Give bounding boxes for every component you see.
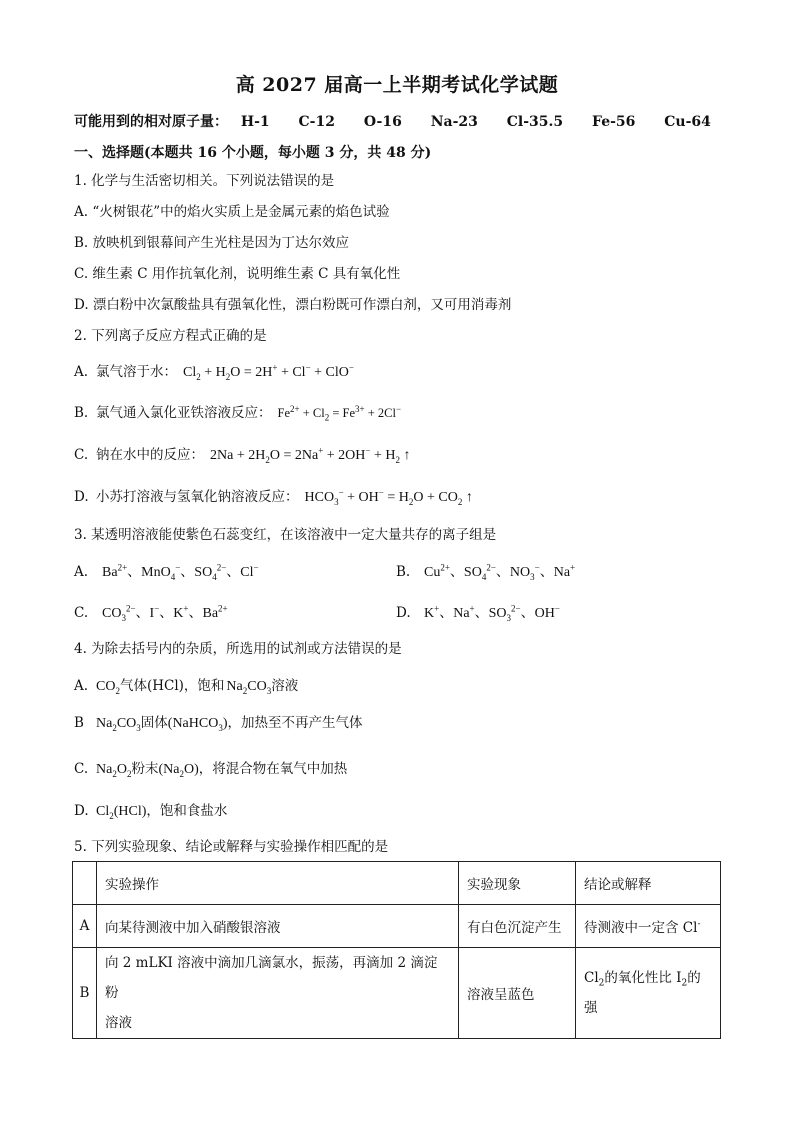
atomic-masses-lead: 可能用到的相对原子量：	[74, 114, 228, 130]
q5-stem: 5. 下列实验现象、结论或解释与实验操作相匹配的是	[74, 839, 389, 855]
atom-h: H-1	[240, 114, 270, 130]
table-row	[73, 905, 721, 948]
page-title: 高 2027 届高一上半期考试化学试题	[235, 74, 559, 96]
q2-b-equation: $Fe^{2+} + Cl_2 = Fe^{3+} + 2Cl^-$	[277, 403, 402, 423]
atom-cl: Cl-35.5	[506, 114, 564, 130]
table-header-cell	[73, 862, 97, 905]
q3-c-ions: $CO_3^{2-}$、I−、K+、$Ba^{2+}$	[102, 603, 228, 623]
table-cell: 有白色沉淀产生	[459, 905, 576, 948]
q4-option-b: B $Na_2CO_3$固体(NaHCO$_3$)，加热至不再产生气体	[74, 715, 363, 733]
atom-c: C-12	[298, 114, 335, 130]
q1-stem: 1. 化学与生活密切相关。下列说法错误的是	[74, 173, 335, 189]
q3-option-c: C. $CO_3^{2-}$、I−、K+、$Ba^{2+}$	[74, 603, 228, 623]
q1-option-a: A. “火树银花”中的焰火实质上是金属元素的焰色试验	[74, 204, 390, 220]
q1-option-c: C. 维生素 C 用作抗氧化剂，说明维生素 C 具有氧化性	[74, 266, 401, 282]
q4-stem: 4. 为除去括号内的杂质，所选用的试剂或方法错误的是	[74, 641, 402, 657]
atom-cu: Cu-64	[664, 114, 711, 130]
q3-d-ions: K+、Na+、$SO_3^{2-}$、OH−	[424, 603, 560, 623]
table-cell: A	[73, 905, 97, 948]
q3-option-d: D. K+、Na+、$SO_3^{2-}$、OH−	[396, 603, 560, 623]
table-cell: 向 2 mLKI 溶液中滴加几滴氯水，振荡，再滴加 2 滴淀粉 溶液	[97, 948, 459, 1039]
q3-a-ions: $Ba^{2+}$、MnO$_4$−、$SO_4^{2-}$、Cl−	[102, 562, 259, 582]
q1-option-d: D. 漂白粉中次氯酸盐具有强氧化性，漂白粉既可作漂白剂，又可用消毒剂	[74, 297, 512, 313]
q2-stem: 2. 下列离子反应方程式正确的是	[74, 328, 267, 344]
table-header-cell: 实验操作	[97, 862, 459, 905]
q2-c-equation: $2Na + 2H_2O = 2Na^+ + 2OH^- + H_2$ ↑	[210, 445, 411, 465]
table-cell: $Cl_2$的氧化性比 $I_2$的 强	[576, 948, 721, 1039]
q2-option-d: D. 小苏打溶液与氢氧化钠溶液反应： $HCO_3^- + OH^- = H_2O + CO_2$ ↑	[74, 487, 473, 507]
section-heading: 一、选择题(本题共 16 个小题，每小题 3 分，共 48 分)	[74, 145, 432, 161]
q3-option-a: A. $Ba^{2+}$、MnO$_4$−、$SO_4^{2-}$、Cl−	[74, 562, 259, 582]
q3-stem: 3. 某透明溶液能使紫色石蕊变红，在该溶液中一定大量共存的离子组是	[74, 527, 497, 543]
q2-option-a: A. 氯气溶于水： $Cl_2 + H_2O = 2H^+ + Cl^- + ClO^-$	[74, 362, 354, 382]
q3-b-ions: $Cu^{2+}$、$SO_4^{2-}$、$NO_3^-$、Na+	[424, 562, 576, 582]
q2-a-equation: $Cl_2 + H_2O = 2H^+ + Cl^- + ClO^-$	[183, 362, 354, 382]
q2-d-equation: $HCO_3^- + OH^- = H_2O + CO_2$ ↑	[304, 487, 473, 507]
table-cell: 溶液呈蓝色	[459, 948, 576, 1039]
q4-option-c: C. $Na_2O_2$粉末$(Na_2O)$，将混合物在氧气中加热	[74, 761, 348, 779]
atomic-masses	[74, 111, 735, 131]
q1-option-b: B. 放映机到银幕间产生光柱是因为丁达尔效应	[74, 235, 350, 251]
table-cell: B	[73, 948, 97, 1039]
table-header-row	[73, 862, 721, 905]
atom-o: O-16	[363, 114, 402, 130]
table-header-cell: 结论或解释	[576, 862, 721, 905]
atom-fe: Fe-56	[592, 114, 636, 130]
table-cell: 待测液中一定含 Cl-	[576, 905, 721, 948]
q4-option-d: D. $Cl_2(HCl)$，饱和食盐水	[74, 803, 228, 821]
table-row	[73, 948, 721, 1039]
table-cell: 向某待测液中加入硝酸银溶液	[97, 905, 459, 948]
q2-option-c: C. 钠在水中的反应： $2Na + 2H_2O = 2Na^+ + 2OH^- + H_2$ ↑	[74, 445, 411, 465]
q2-option-b: B. 氯气通入氯化亚铁溶液反应： $Fe^{2+} + Cl_2 = Fe^{3+} + 2Cl^-$	[74, 403, 402, 423]
q4-option-a: A. $CO_2$气体(HCl)，饱和 $Na_2CO_3$溶液	[74, 678, 299, 696]
table-header-cell: 实验现象	[459, 862, 576, 905]
atom-na: Na-23	[430, 114, 478, 130]
q3-option-b: B. $Cu^{2+}$、$SO_4^{2-}$、$NO_3^-$、Na+	[396, 562, 576, 582]
experiment-table	[72, 861, 721, 1039]
